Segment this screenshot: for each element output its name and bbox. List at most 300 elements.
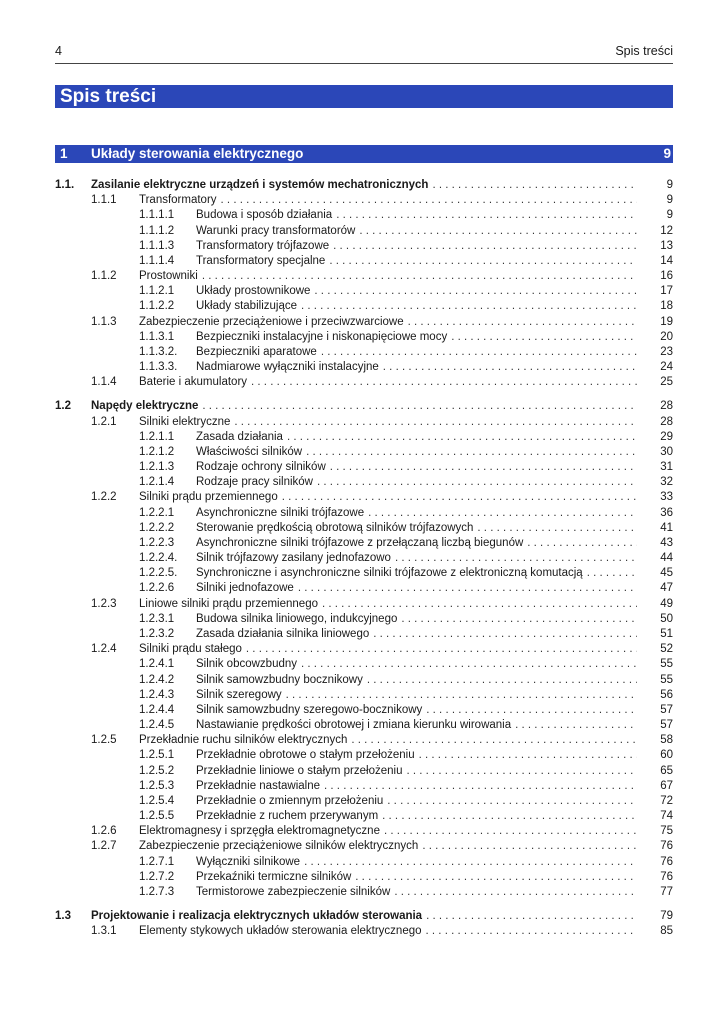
toc-entry[interactable] xyxy=(55,627,673,642)
toc-entry-leader xyxy=(91,399,637,414)
dot-leader xyxy=(406,764,637,779)
toc-entry-leader xyxy=(196,239,637,254)
toc-entry-number: 1.2.3 xyxy=(91,597,117,610)
dot-leader xyxy=(384,824,637,839)
toc-entry[interactable] xyxy=(55,824,673,839)
dot-leader xyxy=(368,506,637,521)
toc-entry-title: Zabezpieczenie przeciążeniowe silników elektrycznych xyxy=(139,839,422,854)
toc-entry-leader xyxy=(196,870,637,885)
toc-entry-leader xyxy=(139,733,637,748)
toc-entry-leader xyxy=(196,673,637,688)
toc-entry[interactable] xyxy=(55,718,673,733)
toc-entry-number: 1.2.2 xyxy=(91,491,117,504)
toc-entry-page: 52 xyxy=(660,643,673,656)
toc-entry-title: Silnik trójfazowy zasilany jednofazowo xyxy=(196,551,395,566)
toc-entry-page: 23 xyxy=(660,345,673,358)
toc-entry-number: 1.2.5.4 xyxy=(139,794,175,807)
toc-entry-leader xyxy=(196,224,637,239)
toc-entry-page: 57 xyxy=(660,703,673,716)
toc-entry-title: Elementy stykowych układów sterowania elektrycznego xyxy=(139,924,426,939)
toc-entry-page: 17 xyxy=(660,285,673,298)
toc-entry-leader xyxy=(196,688,637,703)
toc-entry-page: 60 xyxy=(660,749,673,762)
toc-entry-page: 85 xyxy=(660,925,673,938)
toc-entry-number: 1.1.1 xyxy=(91,194,117,207)
toc-entry[interactable] xyxy=(55,870,673,885)
toc-entry-leader xyxy=(139,375,637,390)
toc-entry-number: 1.2.5.1 xyxy=(139,749,175,762)
toc-entry-page: 47 xyxy=(660,582,673,595)
toc-entry-page: 76 xyxy=(660,840,673,853)
toc-entry-leader xyxy=(196,748,637,763)
toc-entry-leader xyxy=(91,178,637,193)
toc-entry-page: 56 xyxy=(660,688,673,701)
toc-entry[interactable] xyxy=(55,330,673,345)
toc-entry-page: 76 xyxy=(660,855,673,868)
toc-entry-leader xyxy=(196,627,637,642)
toc-entry[interactable] xyxy=(55,612,673,627)
dot-leader xyxy=(383,360,637,375)
dot-leader xyxy=(246,642,637,657)
toc-entry-page: 65 xyxy=(660,764,673,777)
toc-entry-title: Bezpieczniki aparatowe xyxy=(196,345,321,360)
toc-entry[interactable] xyxy=(55,924,673,939)
toc-entry-title: Zasilanie elektryczne urządzeń i systemów mechatronicznych xyxy=(91,178,432,193)
dot-leader xyxy=(477,521,637,536)
toc-entry-number: 1.2 xyxy=(55,400,71,413)
toc-entry-leader xyxy=(196,764,637,779)
toc-entry-page: 28 xyxy=(660,415,673,428)
toc-entry-leader xyxy=(196,460,637,475)
toc-entry[interactable] xyxy=(55,551,673,566)
dot-leader xyxy=(401,612,637,627)
toc-entry[interactable] xyxy=(55,521,673,536)
toc-entry-page: 33 xyxy=(660,491,673,504)
toc-entry-title: Właściwości silników xyxy=(196,445,306,460)
toc-entry-page: 13 xyxy=(660,239,673,252)
dot-leader xyxy=(314,284,637,299)
dot-leader xyxy=(451,330,637,345)
toc-entry-number: 1.2.2.3 xyxy=(139,536,175,549)
toc-entry-title: Zasada działania silnika liniowego xyxy=(196,627,373,642)
toc-entry-title: Prostowniki xyxy=(139,269,202,284)
toc-entry-leader xyxy=(196,299,637,314)
toc-entry[interactable] xyxy=(55,345,673,360)
toc-entry-leader xyxy=(196,536,637,551)
toc-entry-leader xyxy=(196,284,637,299)
dot-leader xyxy=(422,839,637,854)
toc-entry-page: 31 xyxy=(660,461,673,474)
dot-leader xyxy=(301,657,637,672)
toc-entry[interactable] xyxy=(55,375,673,390)
toc-entry-number: 1.2.7.3 xyxy=(139,885,175,898)
toc-entry[interactable] xyxy=(55,193,673,208)
toc-entry-title: Asynchroniczne silniki trójfazowe z przełączaną liczbą biegunów xyxy=(196,536,527,551)
dot-leader xyxy=(351,733,637,748)
dot-leader xyxy=(251,375,637,390)
toc-entry-title: Przekładnie z ruchem przerywanym xyxy=(196,809,382,824)
toc-entry-page: 25 xyxy=(660,376,673,389)
toc-entry-title: Budowa silnika liniowego, indukcyjnego xyxy=(196,612,401,627)
toc-entry-leader xyxy=(196,657,637,672)
toc-entry-number: 1.1.2.2 xyxy=(139,300,175,313)
dot-leader xyxy=(515,718,637,733)
toc-entry-leader xyxy=(139,490,637,505)
toc-entry-leader xyxy=(196,521,637,536)
page-header xyxy=(55,44,673,64)
toc-entry-page: 30 xyxy=(660,445,673,458)
toc-entry-number: 1.1.3.1 xyxy=(139,330,175,343)
toc-entry-page: 36 xyxy=(660,506,673,519)
toc-entry[interactable] xyxy=(55,703,673,718)
toc-entry-title: Silnik samowzbudny bocznikowy xyxy=(196,673,367,688)
toc-entry-title: Silnik obcowzbudny xyxy=(196,657,301,672)
toc-entry-page: 76 xyxy=(660,870,673,883)
toc-entry-leader xyxy=(196,794,637,809)
toc-entry[interactable] xyxy=(55,566,673,581)
toc-entry-title: Asynchroniczne silniki trójfazowe xyxy=(196,506,368,521)
toc-entry-page: 41 xyxy=(660,521,673,534)
toc-entry-title: Nadmiarowe wyłączniki instalacyjne xyxy=(196,360,383,375)
toc-entry-title: Projektowanie i realizacja elektrycznych układów sterowania xyxy=(91,909,426,924)
toc-entry-title: Wyłączniki silnikowe xyxy=(196,855,304,870)
toc-entry-page: 16 xyxy=(660,270,673,283)
toc-entry-page: 72 xyxy=(660,794,673,807)
toc-entry-title: Baterie i akumulatory xyxy=(139,375,251,390)
toc-entry-page: 43 xyxy=(660,536,673,549)
toc-entry-title: Układy prostownikowe xyxy=(196,284,314,299)
toc-entry[interactable] xyxy=(55,885,673,900)
toc-entry-title: Silnik samowzbudny szeregowo-bocznikowy xyxy=(196,703,426,718)
dot-leader xyxy=(329,254,637,269)
toc-entry-title: Silniki prądu stałego xyxy=(139,642,246,657)
toc-entry-page: 12 xyxy=(660,224,673,237)
toc-entry[interactable] xyxy=(55,178,673,193)
toc-entry-leader xyxy=(196,703,637,718)
dot-leader xyxy=(367,673,637,688)
toc-entry[interactable] xyxy=(55,597,673,612)
toc-entry[interactable] xyxy=(55,536,673,551)
toc-entry-number: 1.2.4 xyxy=(91,643,117,656)
toc-entry[interactable] xyxy=(55,299,673,314)
toc-entry[interactable] xyxy=(55,764,673,779)
toc-entry[interactable] xyxy=(55,809,673,824)
toc-entry-number: 1.2.2.4. xyxy=(139,552,178,565)
toc-entry-number: 1.2.3.2 xyxy=(139,627,175,640)
page-number: 4 xyxy=(55,44,62,58)
dot-leader xyxy=(202,399,637,414)
toc-entry-number: 1.2.1 xyxy=(91,415,117,428)
toc-entry-number: 1.1.3.2. xyxy=(139,345,178,358)
dot-leader xyxy=(317,475,637,490)
toc-entry-page: 74 xyxy=(660,810,673,823)
toc-entry-number: 1.1.2 xyxy=(91,270,117,283)
dot-leader xyxy=(426,909,637,924)
toc-entry-title: Sterowanie prędkością obrotową silników trójfazowych xyxy=(196,521,477,536)
toc-entry-number: 1.2.3.1 xyxy=(139,612,175,625)
toc-entry-number: 1.2.4.2 xyxy=(139,673,175,686)
toc-entry[interactable] xyxy=(55,855,673,870)
dot-leader xyxy=(333,239,637,254)
toc-entry-page: 18 xyxy=(660,300,673,313)
chapter-number: 1 xyxy=(60,146,68,161)
dot-leader xyxy=(202,269,637,284)
toc-entry-number: 1.2.7 xyxy=(91,840,117,853)
toc-entry[interactable] xyxy=(55,445,673,460)
dot-leader xyxy=(234,415,637,430)
toc-entry-page: 79 xyxy=(660,910,673,923)
toc-entry-title: Silniki elektryczne xyxy=(139,415,234,430)
toc-entry-title: Warunki pracy transformatorów xyxy=(196,224,359,239)
dot-leader xyxy=(287,430,637,445)
toc-entry-number: 1.2.4.1 xyxy=(139,658,175,671)
toc-entry[interactable] xyxy=(55,794,673,809)
toc-entry-number: 1.2.1.2 xyxy=(139,445,175,458)
toc-entry-number: 1.1.4 xyxy=(91,376,117,389)
toc-entry[interactable] xyxy=(55,490,673,505)
toc-entry-leader xyxy=(139,824,637,839)
toc-entry-leader xyxy=(139,269,637,284)
toc-entry-title: Zabezpieczenie przeciążeniowe i przeciwzwarciowe xyxy=(139,315,408,330)
toc-entry[interactable] xyxy=(55,581,673,596)
toc-entry-leader xyxy=(196,360,637,375)
toc-entry-page: 24 xyxy=(660,361,673,374)
toc-entry-number: 1.1.1.3 xyxy=(139,239,175,252)
toc-entry-leader xyxy=(139,193,637,208)
toc-entry-title: Przekładnie o zmiennym przełożeniu xyxy=(196,794,387,809)
toc-entry-page: 20 xyxy=(660,330,673,343)
toc-entry-title: Transformatory trójfazowe xyxy=(196,239,333,254)
toc-entry-title: Transformatory xyxy=(139,193,221,208)
toc-entry-page: 44 xyxy=(660,552,673,565)
toc-entry[interactable] xyxy=(55,269,673,284)
dot-leader xyxy=(359,224,637,239)
toc-entry[interactable] xyxy=(55,224,673,239)
toc-entry[interactable] xyxy=(55,475,673,490)
toc-entry-page: 77 xyxy=(660,885,673,898)
toc-entry[interactable] xyxy=(55,909,673,924)
toc-entry-leader xyxy=(196,885,637,900)
toc-entry-title: Rodzaje pracy silników xyxy=(196,475,317,490)
dot-leader xyxy=(324,779,637,794)
toc-entry-number: 1.2.1.1 xyxy=(139,430,175,443)
toc-entry-number: 1.2.5.5 xyxy=(139,810,175,823)
toc-entry-leader xyxy=(196,330,637,345)
toc-entry[interactable] xyxy=(55,839,673,854)
toc-entry-leader xyxy=(196,475,637,490)
toc-entry-title: Liniowe silniki prądu przemiennego xyxy=(139,597,322,612)
toc-entry-title: Nastawianie prędkości obrotowej i zmiana kierunku wirowania xyxy=(196,718,515,733)
toc-entry-number: 1.3.1 xyxy=(91,925,117,938)
toc-entry-leader xyxy=(196,718,637,733)
toc-entry[interactable] xyxy=(55,688,673,703)
toc-entry-number: 1.2.2.6 xyxy=(139,582,175,595)
dot-leader xyxy=(587,566,637,581)
main-title: Spis treści xyxy=(55,85,673,108)
toc-entry-page: 50 xyxy=(660,612,673,625)
toc-entry-page: 55 xyxy=(660,658,673,671)
toc-entry-leader xyxy=(196,855,637,870)
toc-entry-title: Silnik szeregowy xyxy=(196,688,286,703)
toc-entry[interactable] xyxy=(55,779,673,794)
toc-entry-page: 67 xyxy=(660,779,673,792)
toc-entry-leader xyxy=(139,839,637,854)
toc-entry-number: 1.2.4.5 xyxy=(139,719,175,732)
toc-entry[interactable] xyxy=(55,208,673,223)
toc-entry-title: Przekładnie nastawialne xyxy=(196,779,324,794)
toc-entry-title: Układy stabilizujące xyxy=(196,299,301,314)
chapter-page: 9 xyxy=(663,146,671,161)
toc-entry-number: 1.2.5 xyxy=(91,734,117,747)
running-title: Spis treści xyxy=(615,44,673,58)
toc-entry-page: 75 xyxy=(660,825,673,838)
toc-entry-leader xyxy=(196,254,637,269)
toc-list xyxy=(55,178,673,939)
toc-entry-number: 1.2.2.5. xyxy=(139,567,178,580)
toc-entry-number: 1.1. xyxy=(55,179,75,191)
toc-entry-leader xyxy=(196,445,637,460)
toc-entry-title: Termistorowe zabezpieczenie silników xyxy=(196,885,394,900)
toc-entry-number: 1.2.5.2 xyxy=(139,764,175,777)
toc-entry-page: 9 xyxy=(666,209,673,222)
toc-entry-page: 9 xyxy=(666,179,673,191)
toc-entry-page: 49 xyxy=(660,597,673,610)
toc-entry[interactable] xyxy=(55,254,673,269)
dot-leader xyxy=(301,299,637,314)
toc-entry-title: Silniki jednofazowe xyxy=(196,581,298,596)
toc-entry[interactable] xyxy=(55,657,673,672)
toc-entry-number: 1.2.7.2 xyxy=(139,870,175,883)
toc-entry[interactable] xyxy=(55,239,673,254)
toc-entry-leader xyxy=(196,581,637,596)
toc-entry-title: Przekładnie liniowe o stałym przełożeniu xyxy=(196,764,406,779)
toc-entry[interactable] xyxy=(55,748,673,763)
toc-entry-number: 1.2.4.4 xyxy=(139,703,175,716)
dot-leader xyxy=(282,490,637,505)
toc-entry-page: 55 xyxy=(660,673,673,686)
toc-entry-number: 1.2.5.3 xyxy=(139,779,175,792)
toc-entry-number: 1.1.2.1 xyxy=(139,285,175,298)
dot-leader xyxy=(394,885,637,900)
dot-leader xyxy=(322,597,637,612)
toc-entry-number: 1.2.1.4 xyxy=(139,476,175,489)
toc-entry[interactable] xyxy=(55,430,673,445)
dot-leader xyxy=(419,748,637,763)
toc-entry-page: 57 xyxy=(660,719,673,732)
toc-entry-number: 1.1.3 xyxy=(91,315,117,328)
toc-entry-title: Synchroniczne i asynchroniczne silniki trójfazowe z elektroniczną komutacją xyxy=(196,566,587,581)
toc-entry-leader xyxy=(196,208,637,223)
toc-entry[interactable] xyxy=(55,284,673,299)
toc-entry-number: 1.1.3.3. xyxy=(139,361,178,374)
dot-leader xyxy=(395,551,637,566)
toc-entry-number: 1.2.4.3 xyxy=(139,688,175,701)
dot-leader xyxy=(355,870,637,885)
toc-entry-number: 1.1.1.4 xyxy=(139,254,175,267)
toc-entry-title: Transformatory specjalne xyxy=(196,254,329,269)
toc-entry-number: 1.1.1.2 xyxy=(139,224,175,237)
toc-entry-number: 1.2.6 xyxy=(91,825,117,838)
header-rule xyxy=(55,63,673,64)
toc-entry-page: 28 xyxy=(660,400,673,413)
toc-entry-leader xyxy=(196,345,637,360)
toc-entry[interactable] xyxy=(55,399,673,414)
toc-entry-title: Elektromagnesy i sprzęgła elektromagnetyczne xyxy=(139,824,384,839)
toc-entry-page: 9 xyxy=(666,194,673,207)
toc-entry-number: 1.1.1.1 xyxy=(139,209,175,222)
toc-entry-page: 32 xyxy=(660,476,673,489)
toc-entry-title: Rodzaje ochrony silników xyxy=(196,460,330,475)
toc-entry-leader xyxy=(139,415,637,430)
toc-entry-page: 14 xyxy=(660,254,673,267)
chapter-title: Układy sterowania elektrycznego xyxy=(91,146,304,161)
toc-entry[interactable] xyxy=(55,733,673,748)
dot-leader xyxy=(336,208,637,223)
toc-entry-number: 1.2.1.3 xyxy=(139,461,175,474)
toc-entry-title: Przekładnie obrotowe o stałym przełożeniu xyxy=(196,748,419,763)
dot-leader xyxy=(382,809,637,824)
dot-leader xyxy=(221,193,637,208)
toc-entry[interactable] xyxy=(55,642,673,657)
toc-entry-title: Bezpieczniki instalacyjne i niskonapięciowe mocy xyxy=(196,330,451,345)
toc-entry[interactable] xyxy=(55,673,673,688)
toc-entry-leader xyxy=(196,612,637,627)
dot-leader xyxy=(426,703,637,718)
toc-entry[interactable] xyxy=(55,415,673,430)
dot-leader xyxy=(387,794,637,809)
dot-leader xyxy=(306,445,637,460)
toc-entry-leader xyxy=(196,551,637,566)
toc-entry[interactable] xyxy=(55,315,673,330)
dot-leader xyxy=(330,460,637,475)
dot-leader xyxy=(304,855,637,870)
toc-entry-page: 51 xyxy=(660,627,673,640)
toc-entry[interactable] xyxy=(55,506,673,521)
toc-entry-leader xyxy=(196,566,637,581)
toc-entry-title: Napędy elektryczne xyxy=(91,399,202,414)
chapter-bar[interactable] xyxy=(55,145,673,163)
toc-entry-leader xyxy=(139,597,637,612)
dot-leader xyxy=(408,315,637,330)
toc-entry-leader xyxy=(139,642,637,657)
toc-entry-leader xyxy=(139,924,637,939)
dot-leader xyxy=(432,178,637,193)
toc-entry-number: 1.2.2.2 xyxy=(139,521,175,534)
toc-entry-page: 58 xyxy=(660,734,673,747)
dot-leader xyxy=(426,924,637,939)
toc-entry-title: Przekładnie ruchu silników elektrycznych xyxy=(139,733,351,748)
dot-leader xyxy=(373,627,637,642)
toc-entry-title: Silniki prądu przemiennego xyxy=(139,490,282,505)
toc-entry-leader xyxy=(196,430,637,445)
toc-entry-leader xyxy=(196,506,637,521)
toc-entry-number: 1.2.2.1 xyxy=(139,506,175,519)
toc-entry-page: 19 xyxy=(660,315,673,328)
toc-entry-leader xyxy=(139,315,637,330)
dot-leader xyxy=(298,581,637,596)
toc-entry-page: 29 xyxy=(660,430,673,443)
toc-entry-leader xyxy=(196,809,637,824)
toc-entry-page: 45 xyxy=(660,567,673,580)
toc-entry[interactable] xyxy=(55,460,673,475)
toc-entry-title: Przekaźniki termiczne silników xyxy=(196,870,355,885)
toc-entry-title: Zasada działania xyxy=(196,430,287,445)
dot-leader xyxy=(321,345,637,360)
toc-entry-leader xyxy=(196,779,637,794)
dot-leader xyxy=(527,536,637,551)
toc-entry[interactable] xyxy=(55,360,673,375)
toc-entry-leader xyxy=(91,909,637,924)
